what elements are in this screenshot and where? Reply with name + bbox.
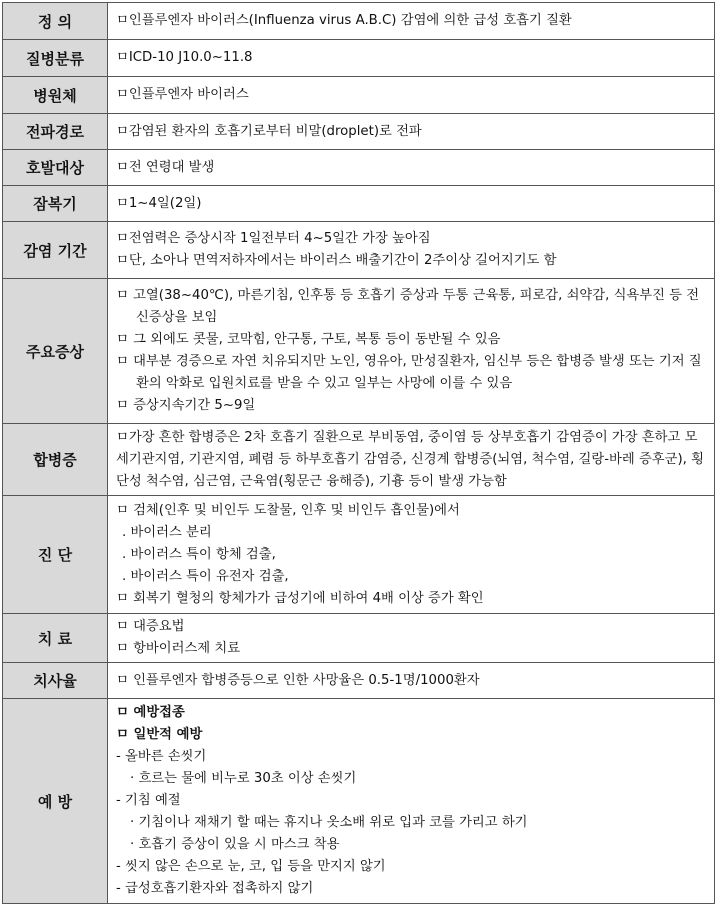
symptoms-line: ㅁ 고열(38~40℃), 마른기침, 인후통 등 호흡기 증상과 두통 근육통, 피로감, 쇠약감, 식욕부진 등 전신증상을 보임 xyxy=(116,288,700,325)
row-symptoms xyxy=(3,279,715,424)
prevention-line: - 기침 예절 xyxy=(116,793,181,808)
pathogen-line: ㅁ인플루엔자 바이러스 xyxy=(116,87,249,102)
value-pathogen xyxy=(108,77,715,114)
prevention-line: ㅁ 예방접종 xyxy=(116,705,185,720)
prevention-line: - 올바른 손씻기 xyxy=(116,749,207,764)
definition-line: ㅁ인플루엔자 바이러스(Influenza virus A.B.C) 감염에 의한 급성 호흡기 질환 xyxy=(116,13,572,28)
infectious-period-line: ㅁ전염력은 증상시작 1일전부터 4~5일간 가장 높아짐 xyxy=(116,231,431,246)
value-fatality xyxy=(108,663,715,699)
row-definition xyxy=(3,3,715,40)
diagnosis-line: . 바이러스 특이 항체 검출, xyxy=(122,546,276,562)
complications-line: ㅁ가장 흔한 합병증은 2차 호흡기 질환으로 부비동염, 중이염 등 상부호흡기 감염증이 가장 흔하고 모세기관지염, 기관지염, 폐렴 등 하부호흡기 감염증, 신경계 합병증(뇌염, 척수염, 길랑-바레 증후군), 횡단성 척수염, 심근염, 근육염(횡문근 융해증), 기흉 등이 발생 가능함 xyxy=(116,429,704,489)
row-treatment xyxy=(3,614,715,663)
value-infectious-period xyxy=(108,222,715,279)
treatment-line: ㅁ 항바이러스제 치료 xyxy=(116,641,241,656)
label-diagnosis: 진 단 xyxy=(3,496,108,614)
diagnosis-line: . 바이러스 특이 유전자 검출, xyxy=(122,568,289,584)
prevention-line: - 급성호흡기환자와 접촉하지 않기 xyxy=(116,881,314,896)
label-incubation: 잠복기 xyxy=(3,186,108,222)
value-incubation xyxy=(108,186,715,222)
value-treatment xyxy=(108,614,715,663)
row-incubation xyxy=(3,186,715,222)
fatality-line: ㅁ 인플루엔자 합병증등으로 인한 사망율은 0.5-1명/1000환자 xyxy=(116,672,480,688)
prevention-line: - 씻지 않은 손으로 눈, 코, 입 등을 만지지 않기 xyxy=(116,859,386,874)
value-diagnosis xyxy=(108,496,715,614)
incubation-line: ㅁ1~4일(2일) xyxy=(116,195,202,211)
prevention-line: · 호흡기 증상이 있을 시 마스크 착용 xyxy=(130,837,340,852)
row-diagnosis xyxy=(3,496,715,614)
prevention-line: · 흐르는 물에 비누로 30초 이상 손씻기 xyxy=(130,771,357,786)
classification-line: ㅁICD-10 J10.0~11.8 xyxy=(116,50,253,65)
transmission-line: ㅁ감염된 환자의 호흡기로부터 비말(droplet)로 전파 xyxy=(116,123,422,139)
label-infectious-period: 감염 기간 xyxy=(3,222,108,279)
value-target xyxy=(108,150,715,186)
label-treatment: 치 료 xyxy=(3,614,108,663)
symptoms-line: ㅁ 대부분 경증으로 자연 치유되지만 노인, 영유아, 만성질환자, 임신부 등은 합병증 발생 또는 기저 질환의 악화로 입원치료를 받을 수 있고 일부는 사망에 이를 수 있음 xyxy=(116,354,702,391)
value-classification xyxy=(108,40,715,77)
label-transmission: 전파경로 xyxy=(3,114,108,150)
diagnosis-line: . 바이러스 분리 xyxy=(122,524,212,540)
label-classification: 질병분류 xyxy=(3,40,108,77)
value-transmission xyxy=(108,114,715,150)
value-complications xyxy=(108,424,715,496)
row-prevention xyxy=(3,699,715,904)
row-infectious-period xyxy=(3,222,715,279)
label-definition: 정 의 xyxy=(3,3,108,40)
value-symptoms xyxy=(108,279,715,424)
treatment-line: ㅁ 대증요법 xyxy=(116,619,185,634)
row-transmission xyxy=(3,114,715,150)
row-classification xyxy=(3,40,715,77)
label-symptoms: 주요증상 xyxy=(3,279,108,424)
row-complications xyxy=(3,424,715,496)
label-fatality: 치사율 xyxy=(3,663,108,699)
prevention-line: ㅁ 일반적 예방 xyxy=(116,727,203,742)
symptoms-line: ㅁ 그 외에도 콧물, 코막힘, 안구통, 구토, 복통 등이 동반될 수 있음 xyxy=(116,332,501,347)
influenza-info-table xyxy=(2,2,715,904)
target-line: ㅁ전 연령대 발생 xyxy=(116,159,215,175)
label-pathogen: 병원체 xyxy=(3,77,108,114)
value-definition xyxy=(108,3,715,40)
diagnosis-line: ㅁ 회복기 혈청의 항체가가 급성기에 비하여 4배 이상 증가 확인 xyxy=(116,590,484,606)
row-pathogen xyxy=(3,77,715,114)
label-target: 호발대상 xyxy=(3,150,108,186)
diagnosis-line: ㅁ 검체(인후 및 비인두 도찰물, 인후 및 비인두 흡인물)에서 xyxy=(116,502,460,518)
symptoms-line: ㅁ 증상지속기간 5~9일 xyxy=(116,398,256,413)
value-prevention xyxy=(108,699,715,904)
label-complications: 합병증 xyxy=(3,424,108,496)
infectious-period-line: ㅁ단, 소아나 면역저하자에서는 바이러스 배출기간이 2주이상 길어지기도 함 xyxy=(116,253,557,268)
row-target xyxy=(3,150,715,186)
label-prevention: 예 방 xyxy=(3,699,108,904)
row-fatality xyxy=(3,663,715,699)
prevention-line: · 기침이나 재채기 할 때는 휴지나 옷소배 위로 입과 코를 가리고 하기 xyxy=(130,815,528,830)
